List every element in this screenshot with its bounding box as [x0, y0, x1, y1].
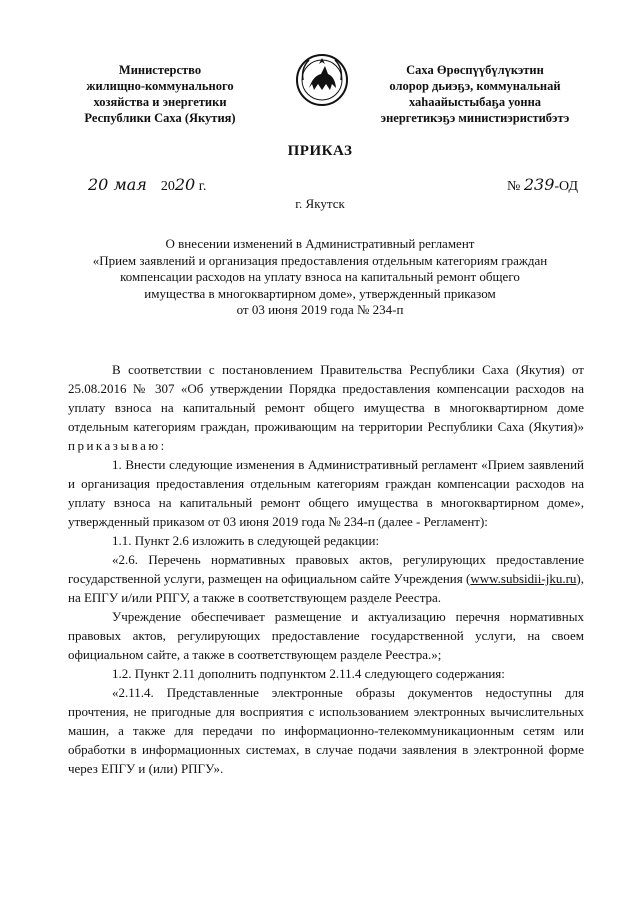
paragraph-item-1: 1. Внести следующие изменения в Административный регламент «Прием заявлений и организация предоставления отдельным категориям граждан компенсации расходов на уплату взноса на капитальный ремонт общего имущества в многоквартирном доме», утвержденный приказом от 03 июня 2019 года № 234-п (далее - Регламент):: [68, 457, 584, 529]
doc-number: [507, 175, 578, 195]
ministry-line: Саха Өрөспүүбүлүкэтин: [406, 63, 544, 77]
ministry-line: хозяйства и энергетики: [93, 95, 227, 109]
doc-title: ПРИКАЗ: [287, 143, 353, 159]
date-handwritten: 20 мая: [88, 175, 147, 194]
ministry-line: хаһаайыстыбаҕа уонна: [408, 95, 542, 109]
doc-city: г. Якутск: [295, 196, 345, 211]
doc-date: [88, 175, 206, 195]
ministry-line: олорор дьиэҕэ, коммунальнай: [389, 79, 561, 93]
number-handwritten: 239: [523, 175, 555, 194]
paragraph-institution: Учреждение обеспечивает размещение и актуализацию перечня нормативных правовых актов, регулирующих предоставление государственной услуги, на своем официальном сайте, а также в соответствующем разделе Реестра.»;: [68, 609, 584, 662]
paragraph-preamble: [68, 360, 584, 455]
ministry-line: жилищно-коммунального: [86, 79, 234, 93]
paragraph-item-1-1: 1.1. Пункт 2.6 изложить в следующей редакции:: [112, 533, 380, 548]
ministry-line: Республики Саха (Якутия): [84, 111, 236, 125]
sakha-emblem-icon: [295, 50, 349, 110]
doc-body: [68, 360, 584, 778]
number-prefix: №: [506, 179, 521, 194]
ministry-name-sah: [360, 62, 590, 126]
subject-line: О внесении изменений в Административный регламент: [165, 236, 475, 251]
doc-subject: [60, 236, 580, 319]
paragraph-item-1-2: 1.2. Пункт 2.11 дополнить подпунктом 2.11.4 следующего содержания:: [112, 666, 505, 681]
item-2-6-text: «2.6. Перечень нормативных правовых актов, регулирующих предоставление государственной услуги, размещен на официальном сайте Учреждения (: [68, 552, 584, 586]
subject-line: имущества в многоквартирном доме», утвержденный приказом: [144, 285, 496, 301]
order-word: приказываю:: [68, 438, 167, 453]
year-handwritten: 20: [174, 175, 196, 194]
subject-line: компенсации расходов на уплату взноса на капитальный ремонт общего: [120, 269, 520, 284]
item-2-6-tail: ), на ЕПГУ и/или РПГУ, а также в соответствующем разделе Реестра.: [68, 571, 584, 605]
paragraph-item-2-11-4: «2.11.4. Представленные электронные образы документов недоступны для прочтения, не пригодные для восприятия с использованием электронных вычислительных машин, а также для передачи по информационно-телекоммуникационным сетям или обработки в информационных системах, в случае подачи заявления в электронной форме через ЕПГУ и (или) РПГУ».: [68, 685, 584, 776]
preamble-text: В соответствии с постановлением Правительства Республики Саха (Якутия) от 25.08.2016 № 307 «Об утверждении Порядка предоставления компенсации расходов на уплату взноса на капитальный ремонт общего имущества в многоквартирном доме отдельным категориям граждан, проживающим на территории Республики Саха (Якутия)»: [68, 362, 584, 434]
website-link[interactable]: www.subsidii-jku.ru: [470, 571, 577, 586]
ministry-line: Министерство: [118, 63, 202, 77]
number-suffix: -ОД: [554, 179, 578, 194]
subject-line: от 03 июня 2019 года № 234-п: [236, 302, 404, 317]
year-suffix: г.: [198, 179, 207, 194]
ministry-name-ru: [60, 62, 260, 126]
ministry-line: энергетикэҕэ министиэристибэтэ: [380, 111, 570, 125]
paragraph-item-2-6: [68, 550, 584, 607]
year-prefix: 20: [160, 179, 175, 194]
subject-line: «Прием заявлений и организация предоставления отдельным категориям граждан: [92, 252, 548, 268]
